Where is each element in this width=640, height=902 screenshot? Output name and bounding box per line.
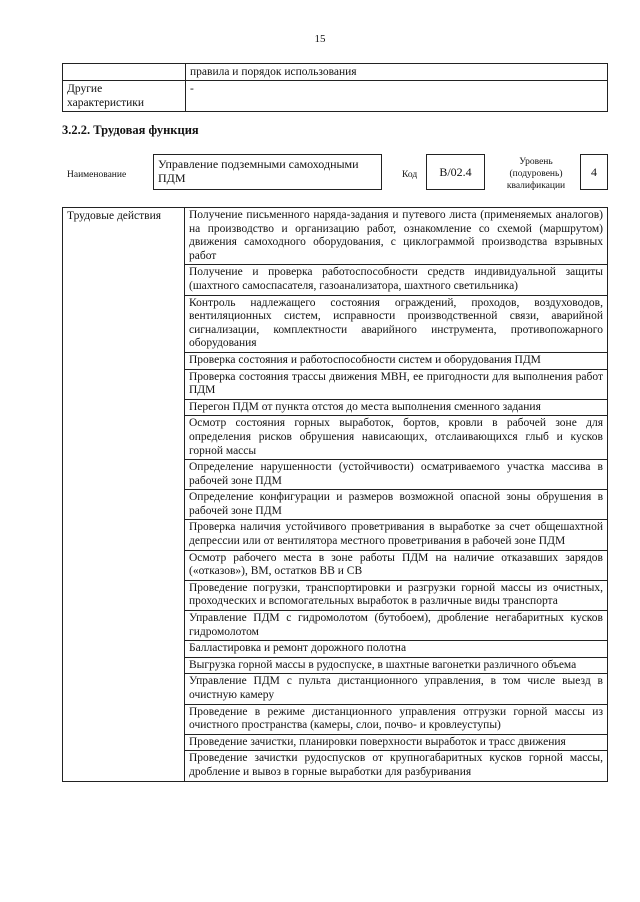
labor-action-item: Определение нарушенности (устойчивости) осматриваемого участка массива в рабочей зоне ПДМ <box>185 460 608 490</box>
labor-action-item: Проверка состояния трассы движения МВН, ее пригодности для выполнения работ ПДМ <box>185 369 608 399</box>
continuation-table <box>62 63 608 112</box>
labor-action-item: Получение и проверка работоспособности средств индивидуальной защиты (шахтного самоспасателя, газоанализатора, шахтного светильника) <box>185 265 608 295</box>
labor-action-item: Определение конфигурации и размеров возможной опасной зоны обрушения в рабочей зоне ПДМ <box>185 490 608 520</box>
labor-action-item: Управление ПДМ с гидромолотом (бутобоем), дробление негабаритных кусков гидромолотом <box>185 611 608 641</box>
name-label: Наименование <box>67 170 127 180</box>
labor-action-item: Осмотр рабочего места в зоне работы ПДМ на наличие отказавших зарядов («отказов»), ВМ, остатков ВВ и СВ <box>185 550 608 580</box>
labor-actions-table <box>62 207 608 782</box>
labor-action-item: Проведение в режиме дистанционного управления отгрузки горной массы из очистного пространства (камеры, слои, почво- и кровлеуступы) <box>185 704 608 734</box>
labor-action-item: Проверка состояния и работоспособности систем и оборудования ПДМ <box>185 352 608 369</box>
page-number: 15 <box>314 33 326 45</box>
table-cell-value: правила и порядок использования <box>186 64 608 81</box>
table-cell-label: Другие характеристики <box>63 81 186 112</box>
code-box: B/02.4 <box>426 154 485 190</box>
labor-action-item: Проведение зачистки рудоспусков от крупногабаритных кусков горной массы, дробление и вывоз в горные выработки для разбуривания <box>185 751 608 781</box>
labor-action-item: Балластировка и ремонт дорожного полотна <box>185 641 608 658</box>
labor-action-item: Контроль надлежащего состояния ограждений, проходов, воздуховодов, вентиляционных систем, исправности производственной связи, аварийной сигнализации, комплектности аварийного инструмента, противопожарного оборудования <box>185 295 608 352</box>
qualification-level-label: Уровень (подуровень) квалификации <box>506 157 566 191</box>
labor-action-item: Проверка наличия устойчивого проветривания в выработке за счет общешахтной депрессии или от вентилятора местного проветривания в рабочей зоне ПДМ <box>185 520 608 550</box>
table-cell-value: - <box>186 81 608 112</box>
function-name-box: Управление подземными самоходными ПДМ <box>153 154 382 190</box>
labor-action-item: Осмотр состояния горных выработок, бортов, кровли в рабочей зоне для определения рисков обрушения нависающих, отслаивающихся глыб и кусков горной массы <box>185 416 608 460</box>
labor-action-item: Управление ПДМ с пульта дистанционного управления, в том числе выезд в очистную камеру <box>185 674 608 704</box>
qualification-level-box: 4 <box>580 154 608 190</box>
labor-action-item: Выгрузка горной массы в рудоспуске, в шахтные вагонетки различного объема <box>185 657 608 674</box>
labor-action-item: Проведение погрузки, транспортировки и разгрузки горной массы из очистных, проходческих и вспомогательных выработок в различные виды транспорта <box>185 580 608 610</box>
labor-actions-body <box>63 208 608 782</box>
table-row <box>63 81 608 112</box>
table-cell-label <box>63 64 186 81</box>
code-label: Код <box>402 170 418 180</box>
table-row <box>63 64 608 81</box>
section-heading: 3.2.2. Трудовая функция <box>62 123 199 137</box>
labor-action-item: Проведение зачистки, планировки поверхности выработок и трасс движения <box>185 734 608 751</box>
labor-action-item: Получение письменного наряда-задания и путевого листа (применяемых аналогов) на производство и организацию работ, ознакомление со схемой (маршрутом) движения самоходного оборудования, с циклограммой производства взрывных работ <box>185 208 608 265</box>
labor-actions-label: Трудовые действия <box>63 208 185 782</box>
labor-action-item: Перегон ПДМ от пункта отстоя до места выполнения сменного задания <box>185 399 608 416</box>
table-row <box>63 208 608 265</box>
